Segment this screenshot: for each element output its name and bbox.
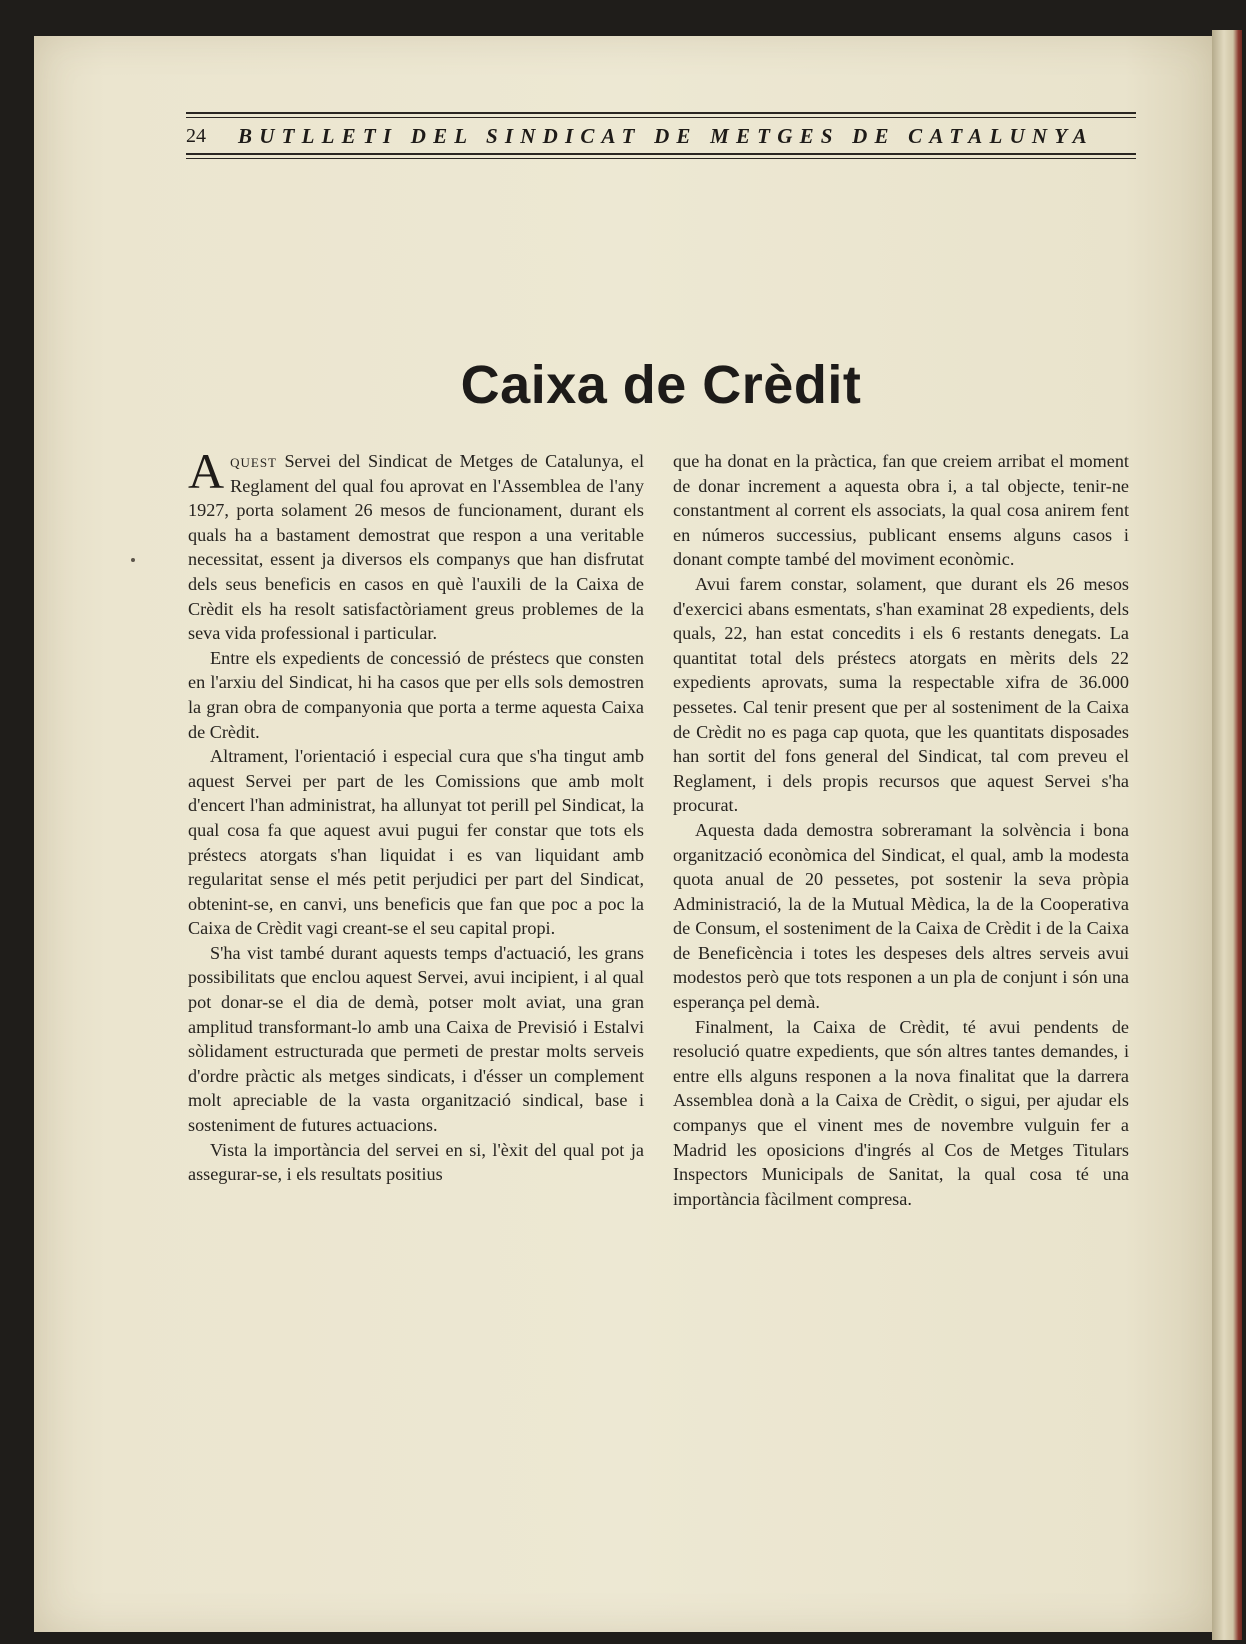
header-rule-bottom-thin	[186, 158, 1136, 159]
paragraph: que ha donat en la pràctica, fan que creiem arribat el moment de donar increment a aquesta obra i, a tal objecte, tenir-ne constantment al corrent els associats, la qual cosa anirem fent en números successius, publicant ensems alguns casos i donant compte també del moviment econòmic.	[673, 451, 1129, 570]
paragraph: S'ha vist també durant aquests temps d'actuació, les grans possibilitats que enclou aquest Servei, avui incipient, i al qual pot donar-se el dia de demà, potser molt aviat, una gran amplitud transformant-lo amb una Caixa de Previsió i Estalvi sòlidament estructurada que permeti de prestar molts serveis d'ordre pràctic als metges sindicats, i d'ésser un complement molt apreciable de la vasta organització sindical, base i sosteniment de futures actuacions.	[188, 942, 644, 1136]
header-rule-bottom	[186, 153, 1136, 155]
paragraph: Finalment, la Caixa de Crèdit, té avui pendents de resolució quatre expedients, que són altres tantes demandes, i entre ells alguns responen a la nova finalitat que la darrera Assemblea donà a la Caixa de Crèdit, o sigui, per ajudar els companys que el vinent mes de novembre vulguin fer a Madrid les oposicions d'ingrés al Cos de Metges Titulars Inspectors Municipals de Sanitat, la qual cosa té una importància fàcilment compresa.	[673, 1016, 1129, 1209]
paragraph: Avui farem constar, solament, que durant els 26 mesos d'exercici abans esmentats, s'han examinat 28 expedients, dels quals, 22, han estat concedits i els 6 restants denegats. La quantitat total dels préstecs atorgats en mèrits dels 22 expedients aprovats, suma la respectable xifra de 36.000 pessetes. Cal tenir present que per al sosteniment de la Caixa de Crèdit no es paga cap quota, que les quantitats disposades han sortit del fons general del Sindicat, tal com preveu el Reglament, i dels propis recursos que aquest Servei s'ha procurat.	[673, 573, 1129, 816]
paragraph	[188, 443, 645, 646]
paragraph: Aquesta dada demostra sobreramant la solvència i bona organització econòmica del Sindicat, el qual, amb la modesta quota anual de 20 pessetes, pot sostenir la seva pròpia Administració, la de la Mutual Mèdica, la de la Cooperativa de Consum, el sosteniment de la Caixa de Crèdit i de la Caixa de Beneficència i totes les despeses dels altres serveis avui modestos però que tots responen a un pla de conjunt i són una esperança pel demà.	[673, 819, 1129, 1013]
journal-title: BUTLLETI DEL SINDICAT DE METGES DE CATALUNYA	[238, 123, 1094, 148]
paragraph-text: Servei del Sindicat de Metges de Catalunya, el Reglament del qual fou aprovat en l'Assemblea de l'any 1927, porta solament 26 mesos de funcionament, durant els quals ha a bastament demostrat que respon a una veritable necessitat, essent ja diversos els companys que han disfrutat dels seus beneficis en casos en què l'auxili de la Caixa de Crèdit els ha resolt satisfactòriament greus problemes de la seva vida professional i particular.	[188, 451, 645, 644]
header-rule-top	[186, 112, 1136, 114]
paragraph: Altrament, l'orientació i especial cura que s'ha tingut amb aquest Servei per part de les Comissions que amb molt d'encert l'han administrat, ha allunyat tot perill pel Sindicat, la qual cosa fa que aquest avui pugui fer constar que tots els préstecs atorgats s'han liquidat i es van liquidant amb regularitat sense el més petit perjudici per part del Sindicat, obtenint-se, en canvi, uns beneficis que fan que poc a poc la Caixa de Crèdit vagi creant-se el seu capital propi.	[188, 746, 644, 939]
running-header	[186, 120, 1136, 152]
book-edge	[1212, 30, 1242, 1640]
left-column	[188, 443, 645, 1187]
right-column	[673, 449, 1129, 1211]
article-title: Caixa de Crèdit	[460, 355, 862, 416]
first-word: quest	[230, 451, 277, 471]
paragraph: Entre els expedients de concessió de préstecs que consten en l'arxiu del Sindicat, hi ha casos que per ells sols demostren la gran obra de companyonia que porta a terme aquesta Caixa de Crèdit.	[188, 647, 644, 742]
page-number: 24	[186, 124, 206, 147]
drop-cap: A	[188, 443, 225, 499]
paragraph: Vista la importància del servei en si, l'èxit del qual pot ja assegurar-se, i els resultats positius	[188, 1139, 644, 1185]
header-rule-top-thin	[186, 117, 1136, 118]
margin-mark	[131, 558, 135, 562]
